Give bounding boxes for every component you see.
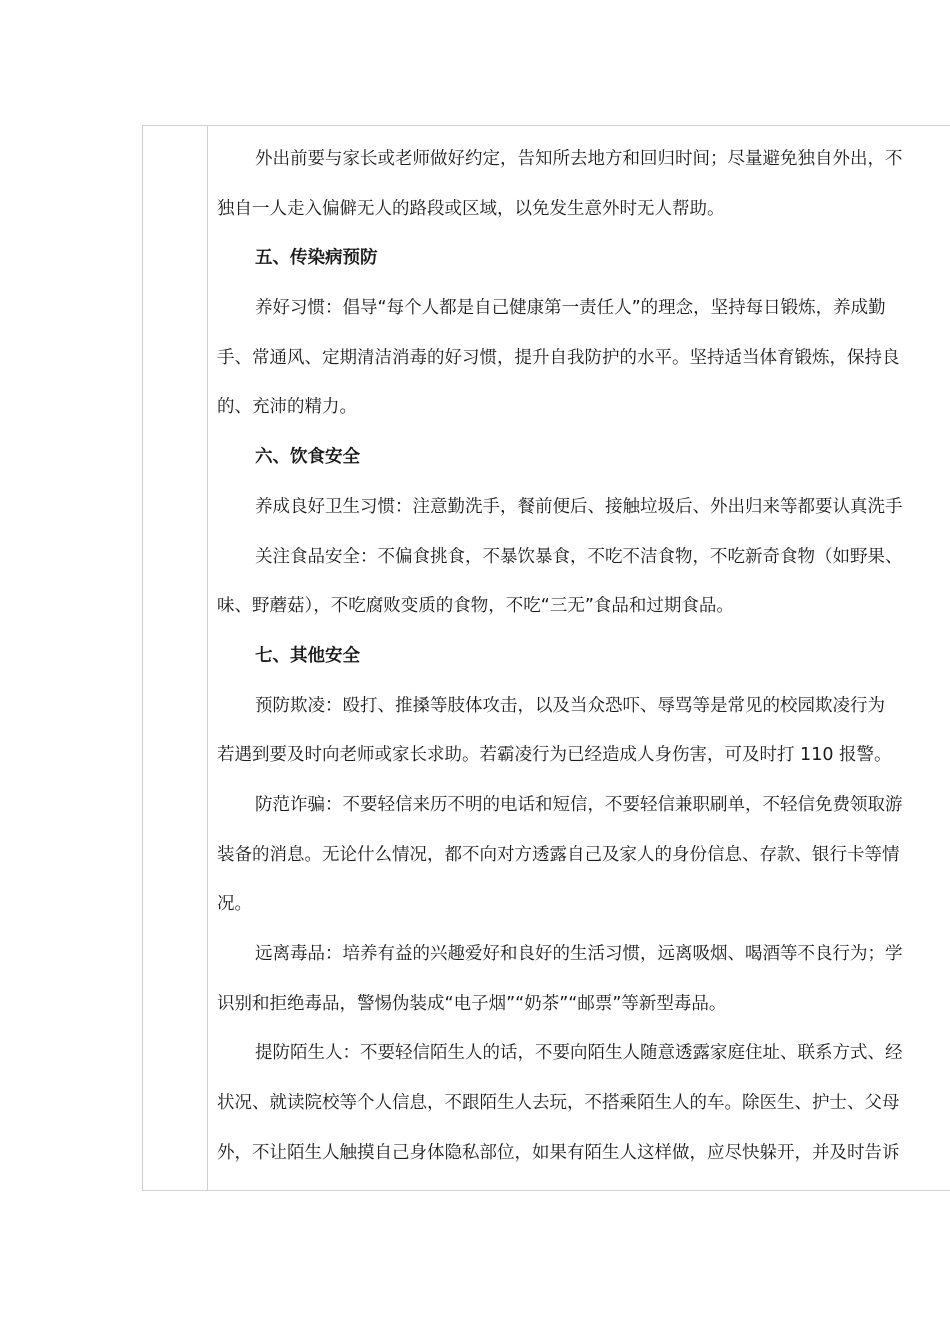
paragraph-line: 独自一人走入偏僻无人的路段或区域，以免发生意外时无人帮助。: [217, 198, 725, 219]
paragraph-line: 装备的消息。无论什么情况，都不向对方透露自己及家人的身份信息、存款、银行卡等情: [217, 844, 900, 865]
section-heading: 七、其他安全: [255, 645, 360, 666]
paragraph-line: 养成良好卫生习惯：注意勤洗手，餐前便后、接触垃圾后、外出归来等都要认真洗手: [255, 496, 903, 517]
paragraph-line: 预防欺凌：殴打、推搡等肢体攻击，以及当众恐吓、辱骂等是常见的校园欺凌行为: [255, 695, 885, 716]
paragraph-line: 若遇到要及时向老师或家长求助。若霸凌行为已经造成人身伤害，可及时打 110 报警。: [217, 745, 892, 766]
paragraph-line: 况。: [217, 894, 252, 915]
paragraph-line: 防范诈骗：不要轻信来历不明的电话和短信，不要轻信兼职刷单，不轻信免费领取游: [255, 794, 903, 815]
paragraph-line: 状况、就读院校等个人信息，不跟陌生人去玩，不搭乘陌生人的车。除医生、护士、父母: [217, 1093, 900, 1114]
column-divider: [207, 125, 208, 1191]
paragraph-line: 识别和拒绝毒品，警惕伪装成“电子烟”“奶茶”“邮票”等新型毒品。: [217, 993, 727, 1014]
paragraph-line: 外，不让陌生人触摸自己身体隐私部位，如果有陌生人这样做，应尽快躲开，并及时告诉: [217, 1142, 900, 1163]
paragraph-line: 提防陌生人：不要轻信陌生人的话，不要向陌生人随意透露家庭住址、联系方式、经: [255, 1043, 903, 1064]
section-heading: 六、饮食安全: [255, 447, 360, 468]
paragraph-line: 养好习惯：倡导“每个人都是自己健康第一责任人”的理念，坚持每日锻炼，养成勤: [255, 298, 886, 319]
section-heading: 五、传染病预防: [255, 248, 378, 269]
document-body: [217, 135, 950, 1178]
paragraph-line: 手、常通风、定期清洁消毒的好习惯，提升自我防护的水平。坚持适当体育锻炼，保持良: [217, 347, 900, 368]
paragraph-line: 的、充沛的精力。: [217, 397, 357, 418]
paragraph-line: 外出前要与家长或老师做好约定，告知所去地方和回归时间；尽量避免独自外出，不: [255, 149, 903, 169]
paragraph-line: 味、野蘑菇），不吃腐败变质的食物，不吃“三无”食品和过期食品。: [217, 596, 734, 617]
paragraph-line: 关注食品安全：不偏食挑食，不暴饮暴食，不吃不洁食物，不吃新奇食物（如野果、: [255, 546, 903, 567]
paragraph-line: 远离毒品：培养有益的兴趣爱好和良好的生活习惯，远离吸烟、喝酒等不良行为；学: [255, 944, 903, 964]
